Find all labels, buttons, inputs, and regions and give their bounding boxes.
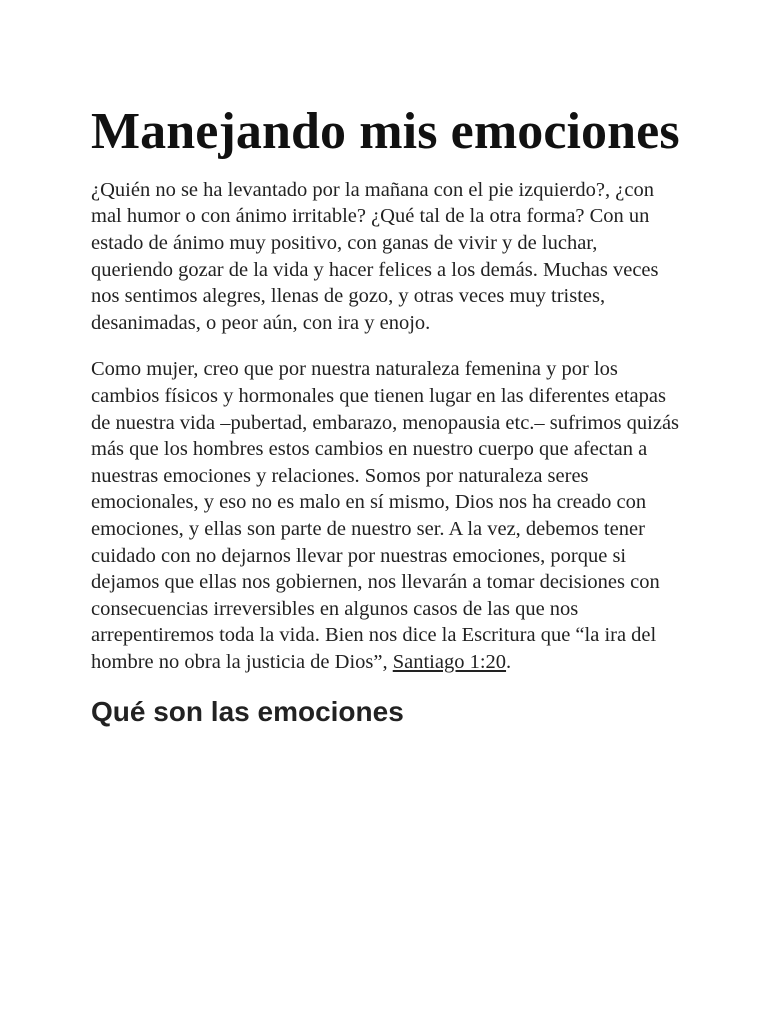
page-title: Manejando mis emociones xyxy=(91,103,680,160)
scripture-link[interactable]: Santiago 1:20 xyxy=(392,650,507,673)
body-paragraph-text: Como mujer, creo que por nuestra naturaleza femenina y por los cambios físicos y hormonales que tienen lugar en las diferentes etapas de nuestra vida –pubertad, embarazo, menopausia etc.– sufrimos quizás más que los hombres estos cambios en nuestro cuerpo que afectan a nuestras emociones y relaciones. Somos por naturaleza seres emocionales, y eso no es malo en sí mismo, Dios nos ha creado con emociones, y ellas son parte de nuestro ser. A la vez, debemos tener cuidado con no dejarnos llevar por nuestras emociones, porque si dejamos que ellas nos gobiernen, nos llevarán a tomar decisiones con consecuencias irreversibles en algunos casos de las que nos arrepentiremos toda la vida. Bien nos dice la Escritura que “la ira del hombre no obra la justicia de Dios”, xyxy=(91,358,680,673)
document-page xyxy=(91,96,683,729)
intro-paragraph: ¿Quién no se ha levantado por la mañana con el pie izquierdo?, ¿con mal humor o con ánimo irritable? ¿Qué tal de la otra forma? Con un estado de ánimo muy positivo, con ganas de vivir y de luchar, queriendo gozar de la vida y hacer felices a los demás. Muchas veces nos sentimos alegres, llenas de gozo, y otras veces muy tristes, desanimadas, o peor aún, con ira y enojo. xyxy=(91,178,659,334)
body-paragraph-end: . xyxy=(506,650,512,673)
body-paragraph xyxy=(91,356,683,675)
section-heading: Qué son las emociones xyxy=(91,696,404,728)
